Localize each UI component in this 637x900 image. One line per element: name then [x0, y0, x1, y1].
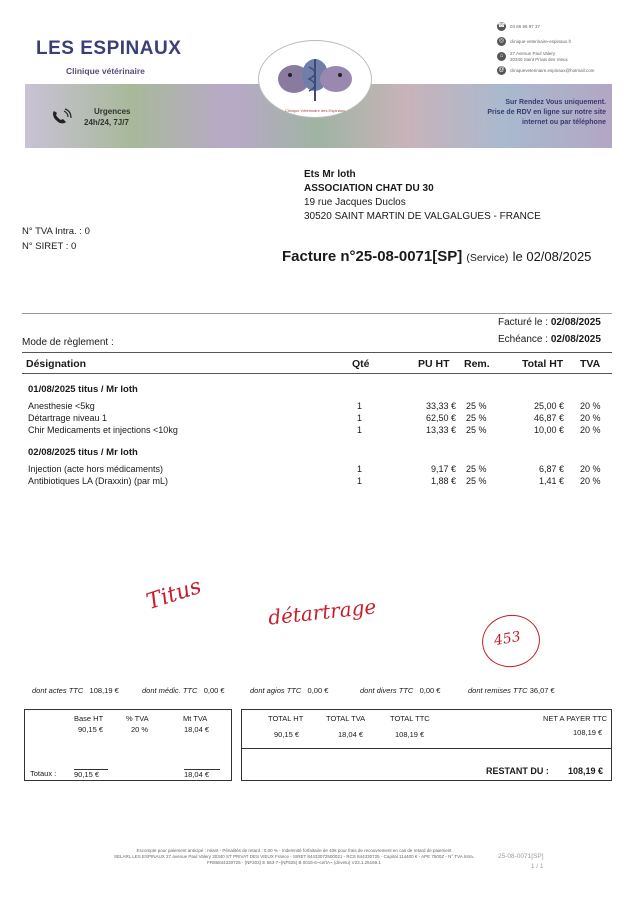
table-row-pu: 13,33 €: [425, 425, 456, 435]
clinic-logo: [258, 40, 372, 118]
vat-totals-base: 90,15 €: [74, 769, 108, 779]
col-total: Total HT: [522, 358, 564, 370]
vat-base-value: 90,15 €: [78, 725, 104, 734]
table-row-designation: Antibiotiques LA (Draxxin) (par mL): [28, 476, 169, 486]
divider: [22, 313, 612, 314]
table-row-designation: Anesthesie <5kg: [28, 401, 95, 411]
urgences-title: Urgences: [94, 107, 131, 116]
invoice-title: [282, 248, 591, 265]
contact-website: clinique-veterinaire-espinaux.fr: [510, 39, 572, 44]
total-ht-value: 90,15 €: [274, 730, 300, 739]
vat-mt-value: 18,04 €: [184, 725, 210, 734]
table-row-pu: 9,17 €: [430, 464, 456, 474]
footer-ref: [498, 852, 544, 872]
group-title: 01/08/2025 titus / Mr loth: [28, 384, 138, 395]
invoice-date: le 02/08/2025: [512, 249, 592, 264]
due-date: 02/08/2025: [550, 334, 601, 345]
footer-page-number: 1 / 1: [530, 863, 544, 870]
table-row-total: 6,87 €: [538, 464, 564, 474]
rdv-notice: [460, 98, 606, 128]
table-row-rem: 25 %: [466, 413, 487, 423]
contact-address-line-2: 30340 Saint Privat des Vieux: [510, 57, 568, 62]
urgences-hours: 24h/24, 7J/7: [84, 118, 129, 127]
table-row-total: 1,41 €: [538, 476, 564, 486]
table-row-rem: 25 %: [466, 401, 487, 411]
footer-line-2: SELARL LES ESPINAUX 27 avenue Paul Valery 30340 ST PRIVAT DES VIEUX France - SIRET 84433072500021 - RCS 844330725 - Capital 114400 € - APE 7500Z - N° TVA Intra.: [113, 854, 475, 859]
vat-pct-header: % TVA: [126, 714, 149, 723]
remises-label: dont remises TTC: [468, 686, 528, 695]
agios-label: dont agios TTC: [250, 686, 302, 695]
table-row-qty: 1: [357, 413, 363, 423]
vat-pct-value: 20 %: [131, 725, 149, 734]
invoice-type: (Service): [466, 252, 509, 264]
billed-date: 02/08/2025: [550, 317, 601, 328]
net-header: NET A PAYER TTC: [543, 714, 608, 723]
contact-phone: 04 66 56 97 37: [510, 24, 541, 29]
rdv-line-1: Sur Rendez Vous uniquement.: [505, 99, 606, 106]
clinic-name: LES ESPINAUX: [36, 38, 182, 59]
table-row-designation: Détartrage niveau 1: [28, 413, 108, 423]
phone-icon: [50, 108, 72, 131]
client-org: ASSOCIATION CHAT DU 30: [304, 183, 434, 194]
restant-label: RESTANT DU :: [486, 766, 549, 776]
due-label: Echéance :: [498, 334, 549, 345]
table-row-rem: 25 %: [466, 464, 487, 474]
client-name: Ets Mr loth: [304, 169, 356, 180]
agios-value: 0,00 €: [307, 686, 329, 695]
group-title: 02/08/2025 titus / Mr loth: [28, 447, 138, 458]
footer-line-1: Escompte pour paiement anticipé : néant - Pénalités de retard : 0,00 % - Indemnité forfaitaire de 40€ pour frais de recouvrement en cas de retard de paiement: [136, 848, 452, 853]
total-ttc-header: TOTAL TTC: [390, 714, 430, 723]
table-row-rem: 25 %: [466, 476, 487, 486]
table-row-pu: 1,88 €: [430, 476, 456, 486]
due-date-line: [498, 334, 601, 345]
location-icon: ⌂: [497, 52, 506, 61]
table-row-rem: 25 %: [466, 425, 487, 435]
table-row-tva: 20 %: [580, 476, 601, 486]
total-ttc-value: 108,19 €: [395, 730, 425, 739]
rdv-line-3: internet ou par téléphone: [521, 119, 606, 126]
table-row-pu: 33,33 €: [425, 401, 456, 411]
col-rem: Rem.: [464, 358, 490, 370]
rdv-line-2: Prise de RDV en ligne sur notre site: [487, 109, 606, 116]
medic-total: [142, 686, 225, 695]
client-address: [304, 168, 541, 224]
contact-email: cliniqueveterinaire.espinaux@hotmail.com: [510, 68, 595, 73]
logo-caption: Clinique Vétérinaire des Espinaux: [284, 108, 346, 113]
table-row-total: 10,00 €: [533, 425, 564, 435]
col-designation: Désignation: [26, 358, 87, 370]
client-street: 19 rue Jacques Duclos: [304, 197, 406, 208]
table-row-total: 46,87 €: [533, 413, 564, 423]
total-ht-header: TOTAL HT: [268, 714, 304, 723]
divers-label: dont divers TTC: [360, 686, 414, 695]
total-tva-header: TOTAL TVA: [326, 714, 366, 723]
table-row-designation: Injection (acte hors médicaments): [28, 464, 164, 474]
restant-value: 108,19 €: [568, 766, 604, 776]
vat-totals-mt: 18,04 €: [184, 769, 220, 779]
total-tva-value: 18,04 €: [338, 730, 364, 739]
summary-divider: [241, 748, 612, 749]
contact-address-line-1: 27 Avenue Paul Valery: [510, 51, 556, 56]
actes-total: [32, 686, 119, 695]
remises-total: [468, 686, 555, 695]
footer-invoice-ref: 25-08-0071[SP]: [498, 853, 544, 860]
email-icon: @: [498, 67, 505, 73]
urgences-block: [84, 106, 130, 128]
table-row-qty: 1: [357, 476, 363, 486]
invoice-number: Facture n°25-08-0071[SP]: [282, 248, 463, 265]
medic-value: 0,00 €: [203, 686, 225, 695]
siret-number: N° SIRET : 0: [22, 241, 77, 252]
net-value: 108,19 €: [573, 728, 603, 737]
remises-value: 36,07 €: [529, 686, 555, 695]
contact-address: [510, 51, 568, 63]
table-row-tva: 20 %: [580, 413, 601, 423]
agios-total: [250, 686, 328, 695]
col-pu: PU HT: [418, 358, 450, 370]
animals-logo-icon: [270, 49, 360, 109]
divers-total: [360, 686, 440, 695]
handwritten-circled-number: 453: [492, 628, 522, 650]
billed-date-line: [498, 317, 601, 328]
table-header-line: [22, 373, 612, 374]
table-row-qty: 1: [357, 401, 363, 411]
table-top-line: [22, 352, 612, 353]
vat-mt-header: Mt TVA: [183, 714, 208, 723]
billed-label: Facturé le :: [498, 317, 549, 328]
clinic-subtitle: Clinique vétérinaire: [66, 66, 145, 76]
vat-totals-label: Totaux :: [30, 769, 57, 778]
table-row-tva: 20 %: [580, 425, 601, 435]
legal-footer: [84, 848, 504, 866]
globe-icon: ◎: [498, 38, 505, 44]
table-row-pu: 62,50 €: [425, 413, 456, 423]
actes-value: 108,19 €: [89, 686, 119, 695]
col-qty: Qté: [352, 358, 370, 370]
table-row-tva: 20 %: [580, 401, 601, 411]
tva-number: N° TVA Intra. : 0: [22, 226, 90, 237]
actes-label: dont actes TTC: [32, 686, 84, 695]
handwritten-note-titus: Titus: [143, 573, 205, 616]
footer-line-3: FR86844330725 - (NF203) E 563-7~(NF525) B 0015-6~certA~ (drivetu) V23.1.25169.1: [207, 860, 381, 865]
table-row-total: 25,00 €: [533, 401, 564, 411]
divers-value: 0,00 €: [419, 686, 441, 695]
handwritten-note-detartrage: détartrage: [267, 594, 378, 630]
medic-label: dont médic. TTC: [142, 686, 198, 695]
table-row-qty: 1: [357, 425, 363, 435]
table-row-designation: Chir Medicaments et injections <10kg: [28, 425, 178, 435]
vat-base-header: Base HT: [74, 714, 104, 723]
payment-mode: Mode de règlement :: [22, 337, 114, 348]
phone-contact-icon: ☎: [497, 23, 506, 29]
table-row-qty: 1: [357, 464, 363, 474]
table-row-tva: 20 %: [580, 464, 601, 474]
client-city: 30520 SAINT MARTIN DE VALGALGUES - FRANCE: [304, 211, 541, 222]
col-tva: TVA: [580, 358, 601, 370]
